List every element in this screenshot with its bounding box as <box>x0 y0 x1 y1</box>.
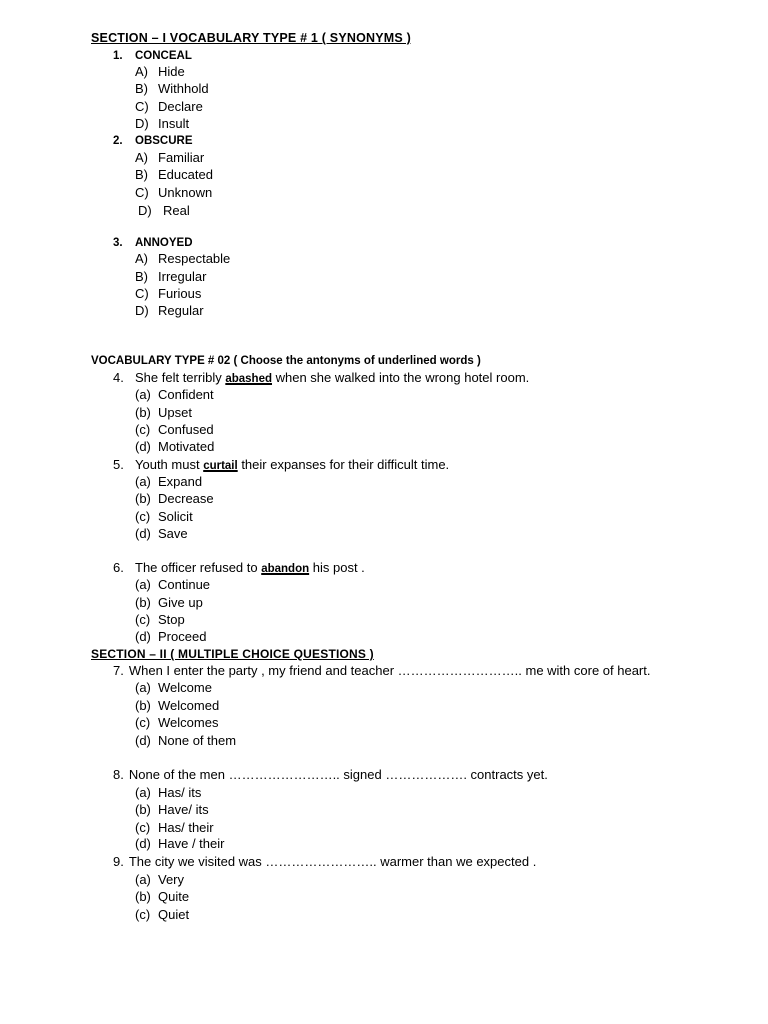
option-letter: C) <box>135 99 149 114</box>
option <box>135 474 202 490</box>
option-text: Quiet <box>158 907 190 922</box>
question-6 <box>113 560 365 577</box>
option-letter: (a) <box>135 680 151 695</box>
option <box>138 203 190 219</box>
option <box>135 116 189 132</box>
option <box>135 715 218 731</box>
option <box>135 150 204 166</box>
option-letter: (b) <box>135 698 151 713</box>
option <box>135 387 214 403</box>
option-text: Irregular <box>158 269 207 284</box>
option-letter: B) <box>135 81 148 96</box>
option-letter: A) <box>135 251 148 266</box>
option <box>135 99 203 115</box>
underlined-keyword: abashed <box>225 373 272 385</box>
option <box>135 889 189 905</box>
option <box>135 872 184 888</box>
option-letter: C) <box>135 286 149 301</box>
question-1 <box>113 48 192 64</box>
option-letter: (a) <box>135 474 151 489</box>
option-text: Welcome <box>158 680 212 695</box>
option-letter: (a) <box>135 872 151 887</box>
option <box>135 907 189 923</box>
option-text: Have / their <box>158 836 225 851</box>
question-5 <box>113 457 449 474</box>
question-text-before: Youth must <box>135 457 204 472</box>
option-letter: B) <box>135 167 148 182</box>
option-letter: (b) <box>135 405 151 420</box>
option-text: Declare <box>158 99 203 114</box>
option-letter: (a) <box>135 577 151 592</box>
question-text-before: She felt terribly <box>135 370 226 385</box>
question-word: OBSCURE <box>135 135 193 147</box>
underlined-keyword: curtail <box>203 460 238 472</box>
vocabulary-2-heading: VOCABULARY TYPE # 02 ( Choose the antonyms of underlined words ) <box>91 355 481 367</box>
option <box>135 595 203 611</box>
option-letter: (a) <box>135 785 151 800</box>
option <box>135 836 224 852</box>
question-number: 2. <box>113 135 123 147</box>
option <box>135 167 213 183</box>
question-number: 4. <box>113 370 124 385</box>
option-letter: (c) <box>135 715 151 730</box>
question-number: 9. <box>113 854 124 869</box>
option <box>135 577 210 593</box>
option <box>135 785 201 801</box>
option-letter: A) <box>135 150 148 165</box>
question-word: CONCEAL <box>135 50 192 62</box>
option-text: Insult <box>158 116 190 131</box>
question-8 <box>113 767 548 783</box>
option <box>135 286 201 302</box>
option-letter: (d) <box>135 836 151 851</box>
underlined-keyword: abandon <box>261 563 310 575</box>
option-text: None of them <box>158 733 237 748</box>
option <box>135 491 214 507</box>
option-letter: (d) <box>135 439 151 454</box>
section-1-heading: SECTION – I VOCABULARY TYPE # 1 ( SYNONYMS ) <box>91 31 411 45</box>
question-text: None of the men …………………….. signed ………………. contracts yet. <box>128 767 548 782</box>
option-text: Furious <box>158 286 202 301</box>
option <box>135 698 219 714</box>
option-letter: (b) <box>135 802 151 817</box>
option <box>135 509 193 525</box>
option-text: Has/ their <box>158 820 214 835</box>
option-letter: (c) <box>135 612 151 627</box>
option <box>135 612 185 628</box>
option-text: Familiar <box>158 150 205 165</box>
option-letter: D) <box>135 116 149 131</box>
option <box>135 251 230 267</box>
question-text-after: their expanses for their difficult time. <box>237 457 450 472</box>
option <box>135 405 192 421</box>
question-number: 1. <box>113 50 123 62</box>
option-letter: (b) <box>135 889 151 904</box>
option-letter: (d) <box>135 733 151 748</box>
option-letter: (c) <box>135 907 151 922</box>
option-letter: (d) <box>135 629 151 644</box>
option-letter: A) <box>135 64 148 79</box>
option-text: Confused <box>158 422 214 437</box>
option-text: Give up <box>158 595 203 610</box>
option-text: Quite <box>158 889 190 904</box>
option <box>135 269 206 285</box>
option-letter: C) <box>135 185 149 200</box>
option <box>135 629 206 645</box>
option-letter: (b) <box>135 595 151 610</box>
option-letter: (d) <box>135 526 151 541</box>
section-2-heading: SECTION – II ( MULTIPLE CHOICE QUESTIONS ) <box>91 647 374 661</box>
option-text: Solicit <box>158 509 193 524</box>
question-7 <box>113 663 650 679</box>
question-text-after: when she walked into the wrong hotel room. <box>272 370 530 385</box>
option-letter: (c) <box>135 820 151 835</box>
option <box>135 820 214 836</box>
option-text: Motivated <box>158 439 215 454</box>
option-text: Proceed <box>158 629 207 644</box>
question-2 <box>113 133 193 149</box>
option <box>135 680 212 696</box>
option-text: Upset <box>158 405 192 420</box>
option-text: Unknown <box>158 185 213 200</box>
option-text: Very <box>158 872 185 887</box>
option-text: Has/ its <box>158 785 202 800</box>
option-letter: (c) <box>135 509 151 524</box>
option-text: Have/ its <box>158 802 209 817</box>
option-letter: (b) <box>135 491 151 506</box>
option-letter: D) <box>138 203 152 218</box>
question-number: 6. <box>113 560 124 575</box>
option-text: Confident <box>158 387 214 402</box>
question-text-after: his post . <box>309 560 365 575</box>
option-text: Educated <box>158 167 213 182</box>
option-text: Regular <box>158 303 204 318</box>
question-text-before: The officer refused to <box>135 560 262 575</box>
option-letter: (a) <box>135 387 151 402</box>
option <box>135 526 188 542</box>
option <box>135 733 236 749</box>
option-text: Welcomed <box>158 698 220 713</box>
option-text: Stop <box>158 612 185 627</box>
question-text: When I enter the party , my friend and teacher ……………………….. me with core of heart. <box>128 663 651 678</box>
question-4 <box>113 370 529 387</box>
option <box>135 439 214 455</box>
question-number: 3. <box>113 237 123 249</box>
question-word: ANNOYED <box>135 237 193 249</box>
option-letter: (c) <box>135 422 151 437</box>
option-letter: D) <box>135 303 149 318</box>
question-number: 7. <box>113 663 124 678</box>
option-text: Save <box>158 526 188 541</box>
option-text: Expand <box>158 474 203 489</box>
option-letter: B) <box>135 269 148 284</box>
option <box>135 422 214 438</box>
question-number: 8. <box>113 767 124 782</box>
option-text: Hide <box>158 64 185 79</box>
option-text: Welcomes <box>158 715 219 730</box>
option-text: Real <box>163 203 190 218</box>
option-text: Withhold <box>158 81 209 96</box>
question-number: 5. <box>113 457 124 472</box>
option-text: Decrease <box>158 491 214 506</box>
option <box>135 81 209 97</box>
option <box>135 802 209 818</box>
option <box>135 303 204 319</box>
question-text: The city we visited was …………………….. warmer than we expected . <box>128 854 537 869</box>
option-text: Respectable <box>158 251 231 266</box>
option <box>135 185 212 201</box>
option <box>135 64 185 80</box>
option-text: Continue <box>158 577 211 592</box>
question-3 <box>113 235 193 251</box>
question-9 <box>113 854 536 870</box>
